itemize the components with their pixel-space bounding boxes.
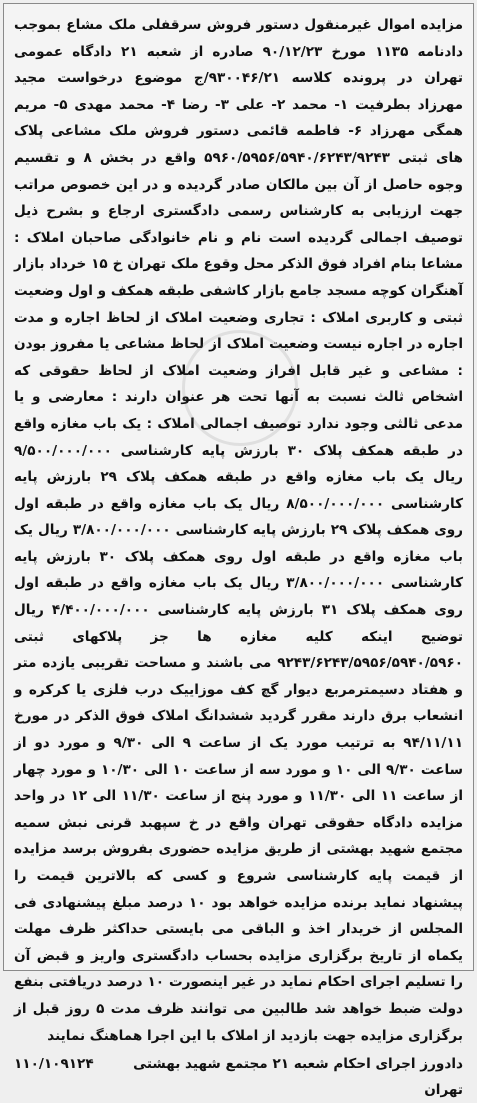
- notice-body: مزایده اموال غیرمنقول دستور فروش سرقفلی ملک مشاع بموجب دادنامه ۱۱۳۵ مورخ ۹۰/۱۲/۲۳ صادره از شعبه ۲۱ دادگاه عمومی تهران در پرونده کلاسه ۹۳۰۰۴۶/۲۱/ج موضوع درخواست مجید مهرزاد بطرفیت ۱- محمد ۲- علی ۳- رضا ۴- محمد مهدی ۵- مریم همگی مهرزاد ۶- فاطمه قائمی دستور فروش ملک مشاعی پلاک های ثبتی ۵۹۶۰/۵۹۵۶/۵۹۴۰/۶۲۴۳/۹۲۴۳ واقع در بخش ۸ و تقسیم وجوه حاصل از آن بین مالکان صادر گردیده و در این خصوص مراتب جهت ارزیابی به کارشناس رسمی دادگستری ارجاع و بشرح ذیل توصیف اجمالی گردیده است نام و نام خانوادگی صاحبان املاک : مشاعا بنام افراد فوق الذکر محل وقوع ملک تهران خ ۱۵ خرداد بازار آهنگران کوچه مسجد جامع بازار کاشفی طبقه همکف و اول وضعیت ثبتی و کاربری املاک : تجاری وضعیت املاک از لحاظ اجاره و مدت اجاره در اجاره نیست وضعیت املاک از لحاظ مشاعی یا مفروز بودن : مشاعی و غیر قابل افراز وضعیت املاک از لحاظ حقوقی که اشخاص ثالث نسبت به آنها تحت هر عنوان دارند : معارضی و یا مدعی ثالثی وجود ندارد توصیف اجمالی املاک : یک باب مغازه واقع در طبقه همکف پلاک ۳۰ بارزش پایه کارشناسی ۹/۵۰۰/۰۰۰/۰۰۰ ریال یک باب مغازه واقع در طبقه همکف پلاک ۲۹ بارزش پایه کارشناسی ۸/۵۰۰/۰۰۰/۰۰۰ ریال یک باب مغازه واقع در طبقه اول روی همکف پلاک ۲۹ بارزش پایه کارشناسی ۳/۸۰۰/۰۰۰/۰۰۰ ریال یک باب مغازه واقع در طبقه اول روی همکف پلاک ۳۰ بارزش پایه کارشناسی ۳/۸۰۰/۰۰۰/۰۰۰ ریال یک باب مغازه واقع در طبقه اول روی همکف پلاک ۳۱ بارزش پایه کارشناسی ۴/۴۰۰/۰۰۰/۰۰۰ ریال توضیح اینکه کلیه مغازه ها جز پلاکهای ثبتی ۹۲۴۳/۶۲۴۳/۵۹۵۶/۵۹۴۰/۵۹۶۰ می باشند و مساحت تقریبی یازده متر و هفتاد دسیمترمربع دیوار گچ کف موزاییک درب فلزی یا کرکره و انشعاب برق دارند مقرر گردید ششدانگ املاک فوق الذکر در مورخ ۹۴/۱۱/۱۱ به ترتیب مورد یک از ساعت ۹ الی ۹/۳۰ و مورد دو از ساعت ۹/۳۰ الی ۱۰ و مورد سه از ساعت ۱۰ الی ۱۰/۳۰ و مورد چهار از ساعت ۱۱ الی ۱۱/۳۰ و مورد پنج از ساعت ۱۱/۳۰ الی ۱۲ در واحد مزایده دادگاه حقوقی تهران واقع در خ سپهبد قرنی نبش سمیه مجتمع شهید بهشتی از طریق مزایده حضوری بفروش برسد مزایده از قیمت پایه کارشناسی شروع و کسی که بالاترین قیمت را پیشنهاد نماید برنده مزایده خواهد بود ۱۰ درصد مبلغ پیشنهادی فی المجلس از خریدار اخذ و الباقی می بایستی حداکثر ظرف مهلت یکماه از تاریخ برگزاری مزایده بحساب دادگستری واریز و قبض آن را تسلیم اجرای احکام نماید در غیر اینصورت ۱۰ درصد دریافتی بنفع دولت ضبط خواهد شد طالبین می توانند ظرف مدت ۵ روز قبل از برگزاری مزایده جهت بازدید از املاک با این اجرا هماهنگ نمایند: [14, 17, 464, 1044]
- issuer-signature: دادورز اجرای احکام شعبه ۲۱ مجتمع شهید بهشتی تهران: [133, 1056, 463, 1099]
- auction-notice: [3, 3, 474, 1099]
- reference-number: ۱۱۰/۱۰۹۱۲۴: [14, 1056, 94, 1073]
- notice-footer: [14, 1051, 463, 1103]
